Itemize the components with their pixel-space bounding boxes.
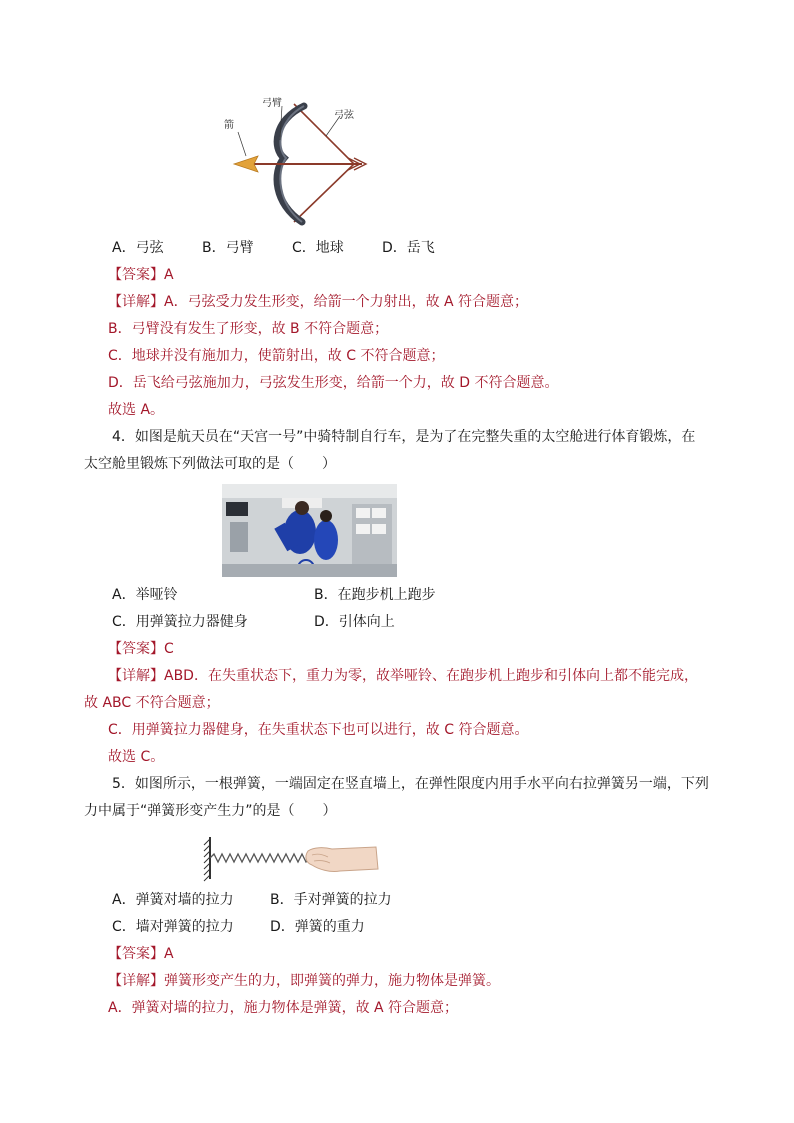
bow-arm-label: 弓臂 (262, 98, 282, 109)
q4-stem-line-1: 4．如图是航天员在“天宫一号”中骑特制自行车，是为了在完整失重的太空舱进行体育锻炼，在 (112, 429, 696, 445)
q3-detail-4: D．岳飞给弓弦施加力，弓弦发生形变，给箭一个力，故 D 不符合题意。 (108, 375, 559, 391)
q4-detail-1: 【详解】ABD．在失重状态下，重力为零，故举哑铃、在跑步机上跑步和引体向上都不能完成， (108, 668, 698, 684)
q4-option-c: C．用弹簧拉力器健身 (112, 614, 248, 630)
q4-stem-line-2: 太空舱里锻炼下列做法可取的是（ ） (84, 456, 336, 472)
q4-option-a: A．举哑铃 (112, 587, 178, 603)
q4-conclusion: 故选 C。 (108, 749, 165, 765)
q5-option-c: C．墙对弹簧的拉力 (112, 919, 234, 935)
q3-conclusion: 故选 A。 (108, 402, 165, 418)
hand (306, 847, 378, 872)
astronaut-2 (314, 520, 338, 560)
bow-string-label: 弓弦 (334, 110, 354, 121)
q4-option-b: B．在跑步机上跑步 (314, 587, 436, 603)
arrow-head (234, 156, 258, 172)
q4-detail-3: C．用弹簧拉力器健身，在失重状态下也可以进行，故 C 符合题意。 (108, 722, 529, 738)
q5-option-d: D．弹簧的重力 (270, 919, 365, 935)
q3-option-a: A．弓弦 (112, 240, 164, 256)
spring-coil (210, 854, 310, 862)
q5-stem-line-1: 5．如图所示，一根弹簧，一端固定在竖直墙上，在弹性限度内用手水平向右拉弹簧另一端，下列 (112, 776, 709, 792)
q3-detail-1: 【详解】A．弓弦受力发生形变，给箭一个力射出，故 A 符合题意； (108, 294, 529, 310)
q5-answer: 【答案】A (108, 946, 174, 962)
bow-figure (222, 92, 372, 234)
q3-option-c: C．地球 (292, 240, 344, 256)
arrow-label: 箭 (224, 120, 234, 131)
q5-option-b: B．手对弹簧的拉力 (270, 892, 392, 908)
q5-detail-1: 【详解】弹簧形变产生的力，即弹簧的弹力，施力物体是弹簧。 (108, 973, 500, 989)
q5-detail-2: A．弹簧对墙的拉力，施力物体是弹簧，故 A 符合题意； (108, 1000, 459, 1016)
q4-detail-2: 故 ABC 不符合题意； (84, 695, 220, 711)
q5-option-a: A．弹簧对墙的拉力 (112, 892, 234, 908)
q3-detail-3: C．地球并没有施加力，使箭射出，故 C 不符合题意； (108, 348, 445, 364)
q3-option-d: D．岳飞 (382, 240, 435, 256)
q3-detail-2: B．弓臂没有发生了形变，故 B 不符合题意； (108, 321, 389, 337)
q3-answer: 【答案】A (108, 267, 174, 283)
space-station-photo (222, 484, 397, 577)
spring-figure (200, 833, 382, 883)
q3-option-b: B．弓臂 (202, 240, 254, 256)
q4-option-d: D．引体向上 (314, 614, 395, 630)
q5-stem-line-2: 力中属于“弹簧形变产生力”的是（ ） (84, 803, 337, 819)
q4-answer: 【答案】C (108, 641, 174, 657)
